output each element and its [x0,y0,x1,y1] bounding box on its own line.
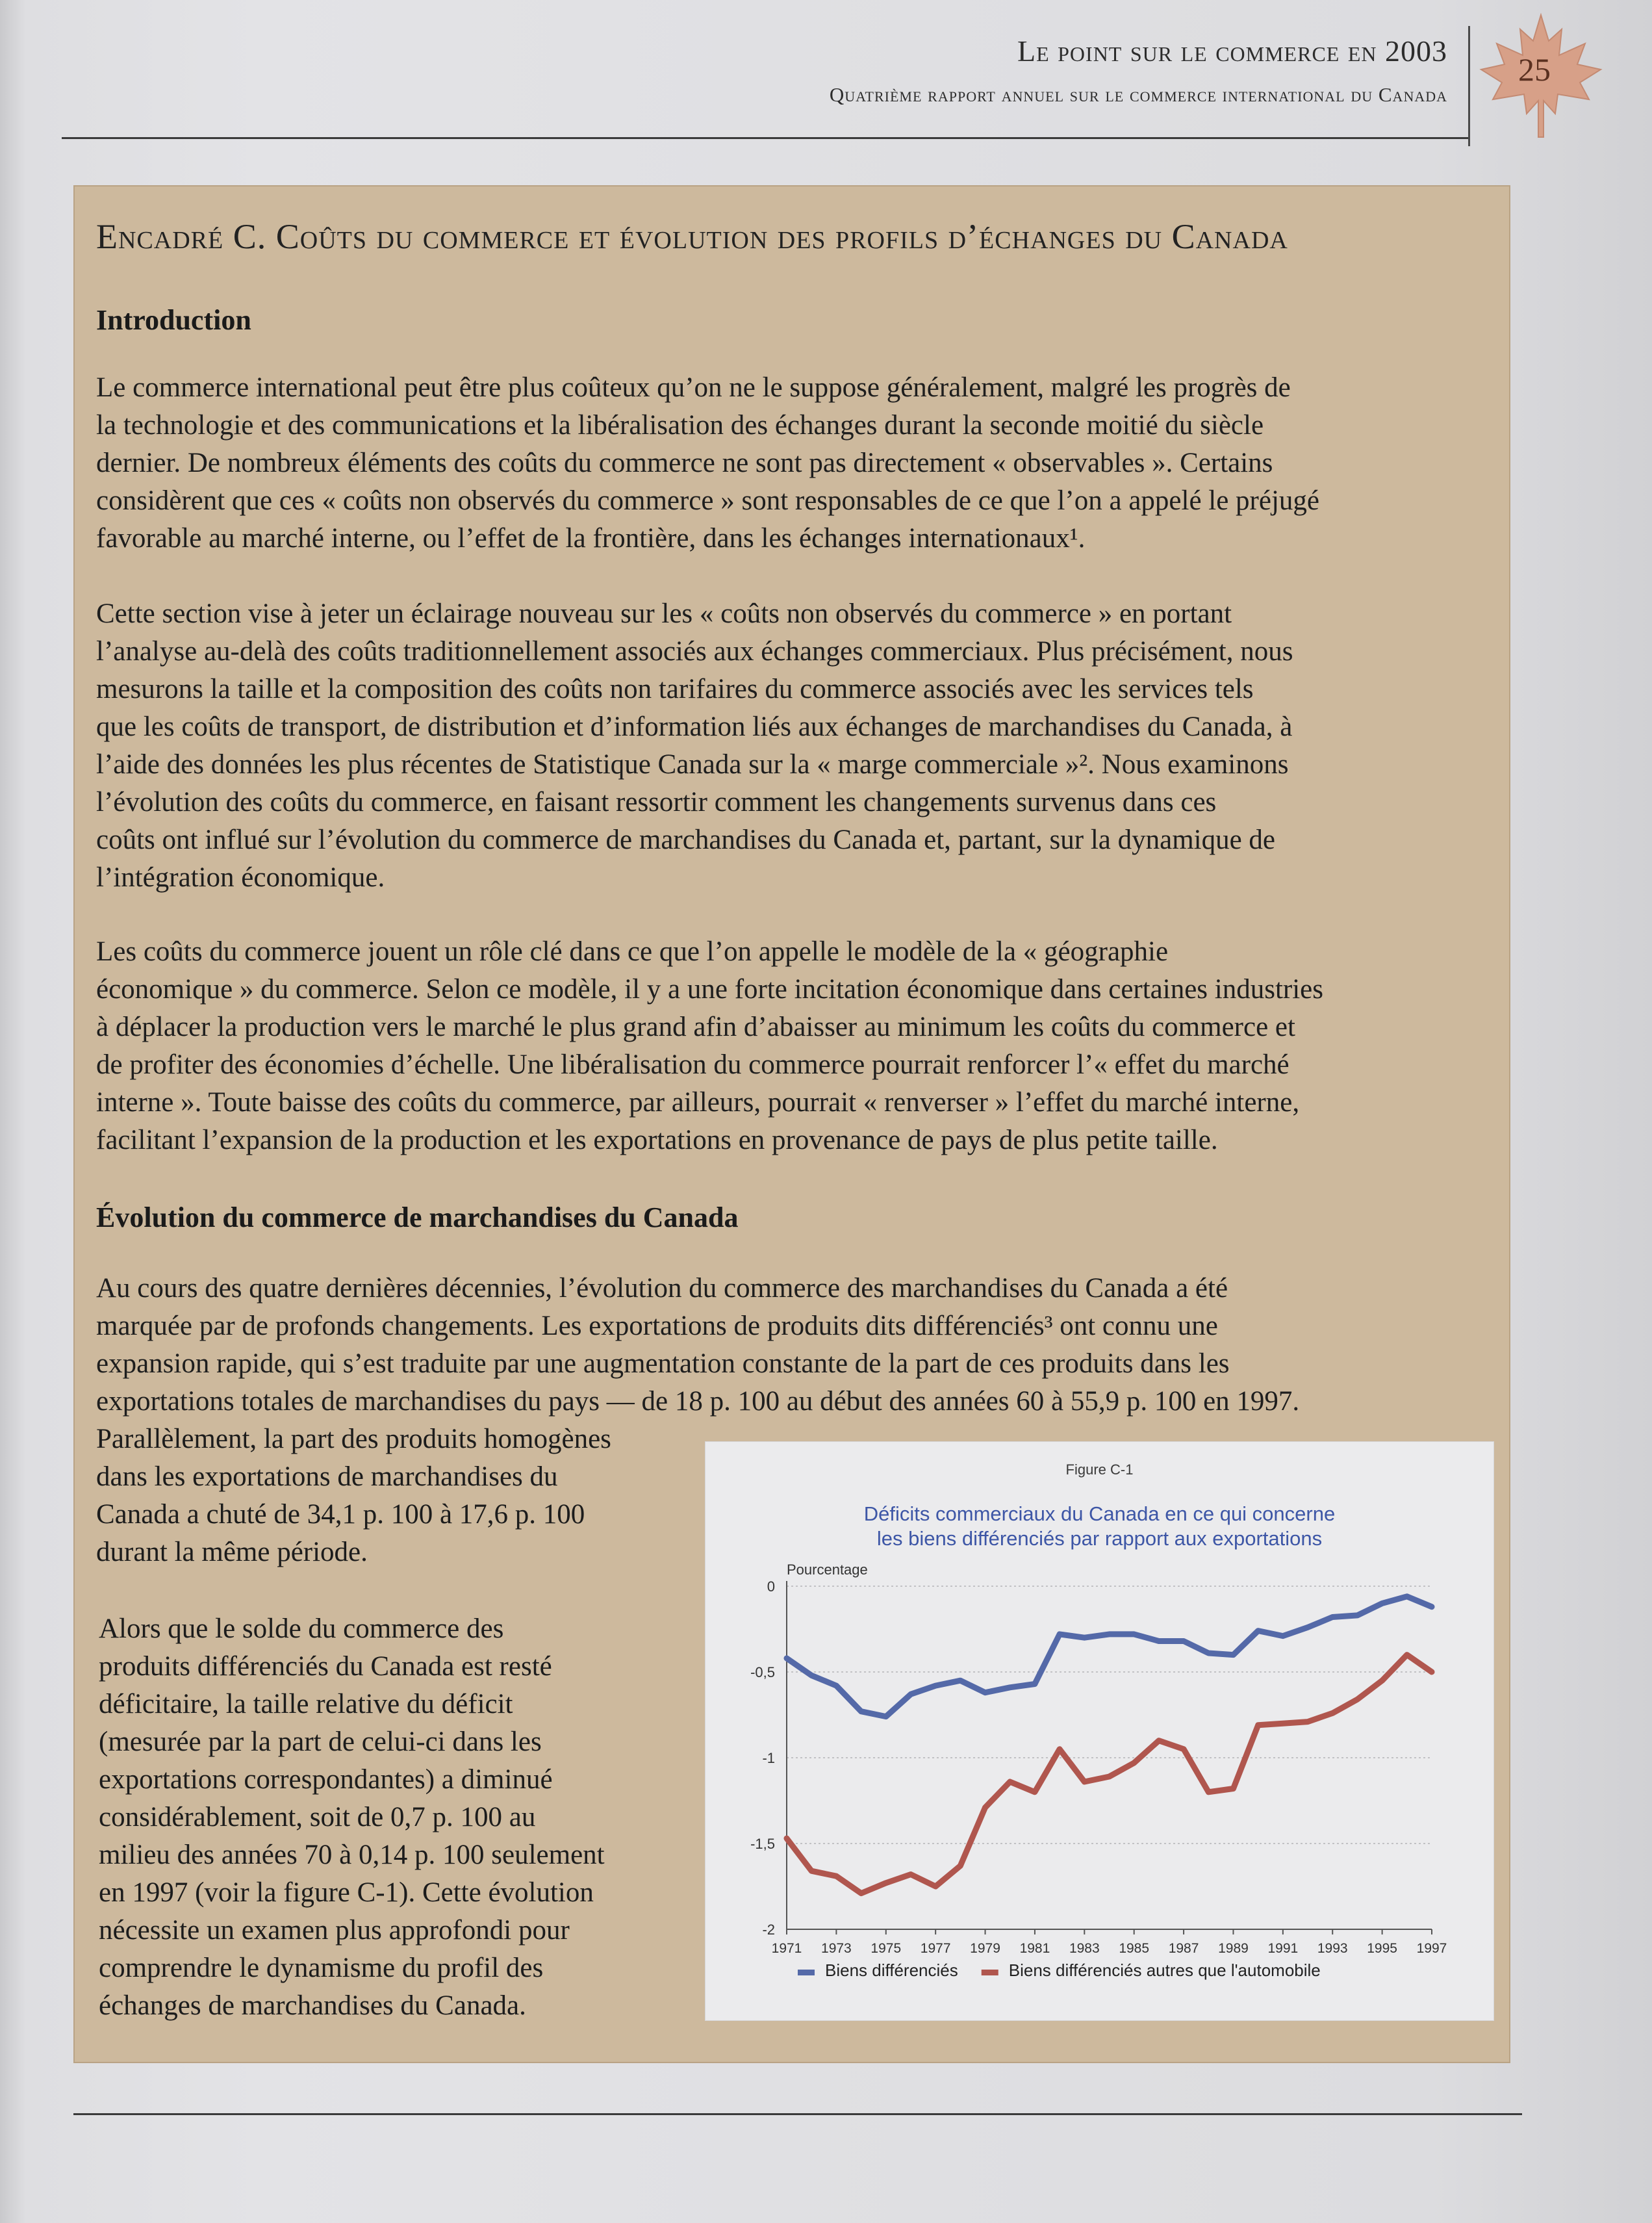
header-rule [62,137,1468,139]
x-tick-label: 1981 [1019,1941,1050,1956]
paragraph-line: expansion rapide, qui s’est traduite par une augmentation constante de la part de ces produits dans les [96,1348,1230,1379]
paragraph-line: comprendre le dynamisme du profil des [99,1953,544,1983]
x-tick-label: 1995 [1367,1941,1397,1956]
paragraph-line: exportations totales de marchandises du pays — de 18 p. 100 au début des années 60 à 55,9 p. 100 en 1997. [96,1386,1300,1417]
y-tick-label: 0 [767,1578,775,1595]
paragraph-line: Alors que le solde du commerce des [99,1613,504,1644]
y-tick-label: -0,5 [750,1664,775,1680]
paragraph-line: nécessite un examen plus approfondi pour [99,1915,570,1946]
paragraph-line: marquée par de profonds changements. Les exportations de produits dits différenciés³ ont connu une [96,1311,1218,1341]
paragraph-line: échanges de marchandises du Canada. [99,1990,526,2021]
series-line-2 [787,1655,1432,1894]
chart-title-line: les biens différenciés par rapport aux exportations [876,1527,1323,1550]
paragraph-line: Le commerce international peut être plus coûteux qu’on ne le suppose généralement, malgré les progrès de [96,372,1291,403]
legend-label-1: Biens différenciés [825,1960,958,1980]
box-title: Encadré C. Coûts du commerce et évolution des profils d’échanges du Canada [96,217,1288,256]
paragraph-4-continued [96,1420,707,1571]
paragraph-line: l’intégration économique. [96,862,385,893]
paragraph-line: Canada a chuté de 34,1 p. 100 à 17,6 p. 100 [96,1499,585,1530]
paragraph-line: exportations correspondantes) a diminué [99,1764,553,1795]
x-tick-label: 1993 [1317,1941,1348,1956]
line-chart [705,1442,1493,2020]
paragraph-line: durant la même période. [96,1537,368,1567]
figure-label: Figure C-1 [1065,1461,1134,1478]
x-tick-label: 1975 [870,1941,902,1956]
paragraph-line: Cette section vise à jeter un éclairage nouveau sur les « coûts non observés du commerce » en portant [96,598,1232,629]
x-tick-label: 1989 [1218,1941,1249,1956]
y-tick-label: -1 [762,1750,775,1766]
chart-title-line: Déficits commerciaux du Canada en ce qui concerne [863,1502,1336,1525]
paragraph-4 [96,1270,1493,1420]
paragraph-line: en 1997 (voir la figure C-1). Cette évolution [99,1877,594,1908]
paragraph-2 [96,595,1493,897]
figure-c1 [705,1441,1494,2021]
legend-label-2: Biens différenciés autres que l'automobile [1008,1960,1321,1980]
x-tick-label: 1973 [821,1941,852,1956]
running-title: Le point sur le commerce en 2003 [1017,34,1447,68]
paragraph-5 [99,1610,709,2025]
paragraph-line: coûts ont influé sur l’évolution du commerce de marchandises du Canada et, partant, sur la dynamique de [96,825,1276,855]
legend-swatch-2 [982,1970,998,1975]
series-line-1 [787,1597,1432,1717]
paragraph-line: considèrent que ces « coûts non observés du commerce » sont responsables de ce que l’on a appelé le préjugé [96,485,1319,516]
paragraph-line: (mesurée par la part de celui-ci dans les [99,1727,542,1757]
paragraph-line: l’aide des données les plus récentes de Statistique Canada sur la « marge commerciale »². Nous examinons [96,749,1289,780]
paragraph-line: interne ». Toute baisse des coûts du commerce, par ailleurs, pourrait « renverser » l’effet du marché interne, [96,1087,1300,1118]
paragraph-1 [96,369,1493,558]
x-tick-label: 1985 [1119,1941,1150,1956]
header-vertical-rule [1468,26,1470,146]
paragraph-line: que les coûts de transport, de distribution et d’information liés aux échanges de marchandises du Canada, à [96,712,1293,742]
paragraph-line: économique » du commerce. Selon ce modèle, il y a une forte incitation économique dans certaines industries [96,974,1323,1005]
x-tick-label: 1987 [1168,1941,1199,1956]
paragraph-line: la technologie et des communications et la libéralisation des échanges durant la seconde moitié du siècle [96,410,1264,441]
x-tick-label: 1977 [920,1941,951,1956]
paragraph-line: Parallèlement, la part des produits homogènes [96,1424,611,1454]
y-tick-label: -1,5 [750,1836,775,1852]
paragraph-line: mesurons la taille et la composition des coûts non tarifaires du commerce associés avec les services tels [96,674,1254,704]
paragraph-line: dans les exportations de marchandises du [96,1461,558,1492]
paragraph-line: dernier. De nombreux éléments des coûts du commerce ne sont pas directement « observables ». Certains [96,448,1273,478]
paragraph-line: facilitant l’expansion de la production et les exportations en provenance de pays de plus petite taille. [96,1125,1218,1155]
legend-swatch-1 [798,1970,815,1975]
x-tick-label: 1983 [1069,1941,1100,1956]
x-tick-label: 1997 [1416,1941,1447,1956]
paragraph-line: considérablement, soit de 0,7 p. 100 au [99,1802,536,1832]
running-subtitle: Quatrième rapport annuel sur le commerce international du Canada [829,83,1447,106]
paragraph-3 [96,933,1493,1159]
page-number: 25 [1518,51,1551,88]
section-heading-evolution: Évolution du commerce de marchandises du Canada [96,1201,739,1233]
section-heading-introduction: Introduction [96,304,251,336]
paragraph-line: produits différenciés du Canada est resté [99,1651,552,1682]
y-tick-label: -2 [762,1921,775,1938]
footer-rule [73,2113,1522,2115]
paragraph-line: Au cours des quatre dernières décennies, l’évolution du commerce des marchandises du Canada a été [96,1273,1228,1304]
paragraph-line: Les coûts du commerce jouent un rôle clé dans ce que l’on appelle le modèle de la « géographie [96,936,1169,967]
paragraph-line: de profiter des économies d’échelle. Une libéralisation du commerce pourrait renforcer l’« effet du marché [96,1049,1290,1080]
paragraph-line: l’évolution des coûts du commerce, en faisant ressortir comment les changements survenus dans ces [96,787,1217,817]
paragraph-line: déficitaire, la taille relative du déficit [99,1689,513,1719]
x-tick-label: 1971 [771,1941,802,1956]
paragraph-line: à déplacer la production vers le marché le plus grand afin d’abaisser au minimum les coûts du commerce et [96,1012,1295,1042]
paragraph-line: l’analyse au-delà des coûts traditionnellement associés aux échanges commerciaux. Plus précisément, nous [96,636,1293,667]
paragraph-line: milieu des années 70 à 0,14 p. 100 seulement [99,1840,605,1870]
y-axis-label: Pourcentage [787,1561,868,1578]
x-tick-label: 1991 [1267,1941,1299,1956]
paragraph-line: favorable au marché interne, ou l’effet de la frontière, dans les échanges internationaux¹. [96,523,1086,554]
x-tick-label: 1979 [970,1941,1000,1956]
